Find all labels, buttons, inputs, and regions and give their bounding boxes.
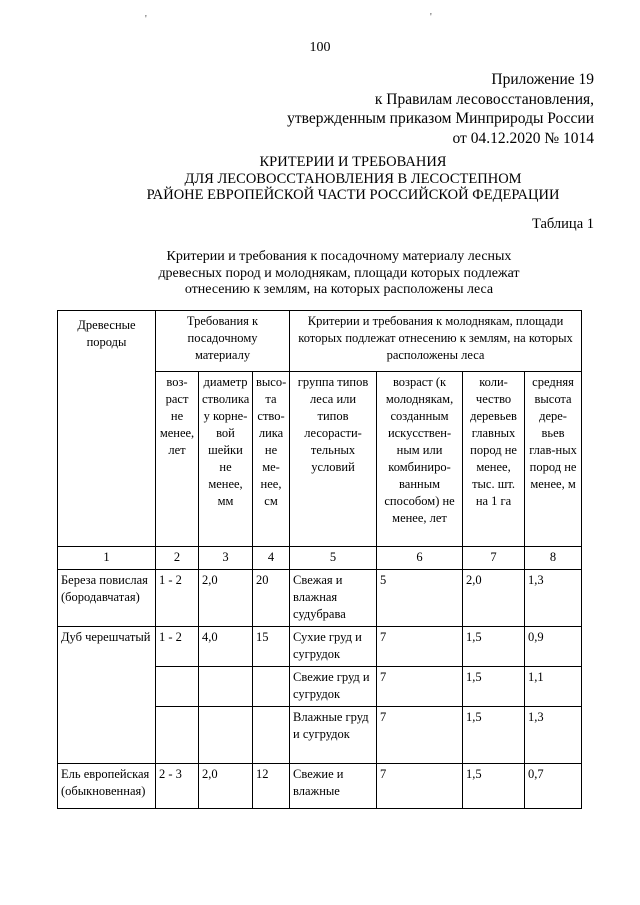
- age-cell: [156, 667, 199, 707]
- subheader-cell: [525, 372, 582, 547]
- page-number: 100: [309, 40, 331, 55]
- height-cell: 20: [253, 570, 290, 627]
- species-cell: Береза повислая (бородавчатая): [58, 570, 156, 627]
- avg-height-cell: 1,1: [525, 667, 582, 707]
- header-text: Древесные породы: [77, 318, 136, 349]
- column-number: 6: [377, 547, 463, 570]
- young-age-cell: 7: [377, 764, 463, 809]
- header-text: Критерии и требования к молоднякам, площади которых подлежат отнесению к землям, на которых расположены леса: [298, 314, 573, 362]
- title-line: КРИТЕРИИ И ТРЕБОВАНИЯ: [259, 154, 447, 170]
- forest-type-cell: Свежие и влажные: [290, 764, 377, 809]
- diameter-cell: [199, 707, 253, 764]
- scan-speck: ': [145, 14, 147, 25]
- young-age-cell: 7: [377, 667, 463, 707]
- table-row: [58, 764, 582, 809]
- header-text: воз-раст не менее, лет: [159, 375, 195, 457]
- diameter-cell: 4,0: [199, 627, 253, 667]
- diameter-cell: 2,0: [199, 570, 253, 627]
- diameter-cell: [199, 667, 253, 707]
- appendix-line: от 04.12.2020 № 1014: [452, 129, 594, 147]
- table-row: [58, 570, 582, 627]
- forest-type-cell: Свежая и влажная судубрава: [290, 570, 377, 627]
- title-line: РАЙОНЕ ЕВРОПЕЙСКОЙ ЧАСТИ РОССИЙСКОЙ ФЕДЕРАЦИИ: [146, 187, 560, 203]
- tree-count-cell: 2,0: [463, 570, 525, 627]
- header-text: средняя высота дере-вьев глав-ных пород не менее, м: [529, 375, 577, 491]
- caption-line: Критерии и требования к посадочному материалу лесных: [166, 249, 512, 264]
- header-text: диаметр стволика у корне-вой шейки не менее, мм: [202, 375, 250, 508]
- subheader-cell: [199, 372, 253, 547]
- young-stands-header: [290, 311, 582, 372]
- age-cell: 2 - 3: [156, 764, 199, 809]
- caption-line: древесных пород и молоднякам, площади которых подлежат: [158, 265, 520, 281]
- header-text: коли-чество деревьев главных пород не менее, тыс. шт. на 1 га: [470, 375, 517, 508]
- tree-count-cell: 1,5: [463, 667, 525, 707]
- caption-line: отнесению к землям, на которых расположены леса: [184, 282, 494, 297]
- appendix-line: Приложение 19: [491, 71, 594, 88]
- height-cell: [253, 667, 290, 707]
- planting-material-header: [156, 311, 290, 372]
- species-cell: Дуб черешчатый: [58, 627, 156, 764]
- scan-speck: ': [430, 12, 432, 23]
- avg-height-cell: 0,7: [525, 764, 582, 809]
- age-cell: [156, 707, 199, 764]
- table-label: Таблица 1: [531, 216, 594, 232]
- document-title: [0, 154, 640, 204]
- header-text: высо-та ство-лика не ме-нее, см: [256, 375, 287, 508]
- young-age-cell: 7: [377, 627, 463, 667]
- height-cell: 12: [253, 764, 290, 809]
- diameter-cell: 2,0: [199, 764, 253, 809]
- title-line: ДЛЯ ЛЕСОВОССТАНОВЛЕНИЯ В ЛЕСОСТЕПНОМ: [184, 170, 522, 187]
- header-row: [58, 311, 582, 372]
- appendix-block: [287, 70, 594, 148]
- header-text: возраст (к молоднякам, созданным искусствен-ным или комбиниро-ванным способом) не менее, лет: [384, 375, 455, 525]
- avg-height-cell: 0,9: [525, 627, 582, 667]
- subheader-cell: [463, 372, 525, 547]
- tree-count-cell: 1,5: [463, 627, 525, 667]
- species-header: [58, 311, 156, 547]
- avg-height-cell: 1,3: [525, 570, 582, 627]
- column-number: 2: [156, 547, 199, 570]
- column-number: 7: [463, 547, 525, 570]
- height-cell: [253, 707, 290, 764]
- subheader-cell: [377, 372, 463, 547]
- table-caption: [0, 249, 640, 299]
- column-number: 1: [58, 547, 156, 570]
- column-number: 3: [199, 547, 253, 570]
- avg-height-cell: 1,3: [525, 707, 582, 764]
- age-cell: 1 - 2: [156, 627, 199, 667]
- subheader-cell: [156, 372, 199, 547]
- table-row: [58, 627, 582, 667]
- young-age-cell: 5: [377, 570, 463, 627]
- species-cell: Ель европейская (обыкновенная): [58, 764, 156, 809]
- forest-type-cell: Свежие груд и сугрудок: [290, 667, 377, 707]
- subheader-cell: [290, 372, 377, 547]
- subheader-cell: [253, 372, 290, 547]
- tree-count-cell: 1,5: [463, 707, 525, 764]
- column-number: 5: [290, 547, 377, 570]
- age-cell: 1 - 2: [156, 570, 199, 627]
- tree-count-cell: 1,5: [463, 764, 525, 809]
- header-text: группа типов леса или типов лесорасти-тельных условий: [297, 375, 369, 474]
- column-number-row: [58, 547, 582, 570]
- criteria-table: [57, 310, 582, 809]
- young-age-cell: 7: [377, 707, 463, 764]
- appendix-line: к Правилам лесовосстановления,: [374, 90, 594, 108]
- forest-type-cell: Влажные груд и сугрудок: [290, 707, 377, 764]
- forest-type-cell: Сухие груд и сугрудок: [290, 627, 377, 667]
- header-text: Требования к посадочному материалу: [186, 314, 259, 362]
- height-cell: 15: [253, 627, 290, 667]
- column-number: 8: [525, 547, 582, 570]
- column-number: 4: [253, 547, 290, 570]
- appendix-line: утвержденным приказом Минприроды России: [287, 110, 594, 127]
